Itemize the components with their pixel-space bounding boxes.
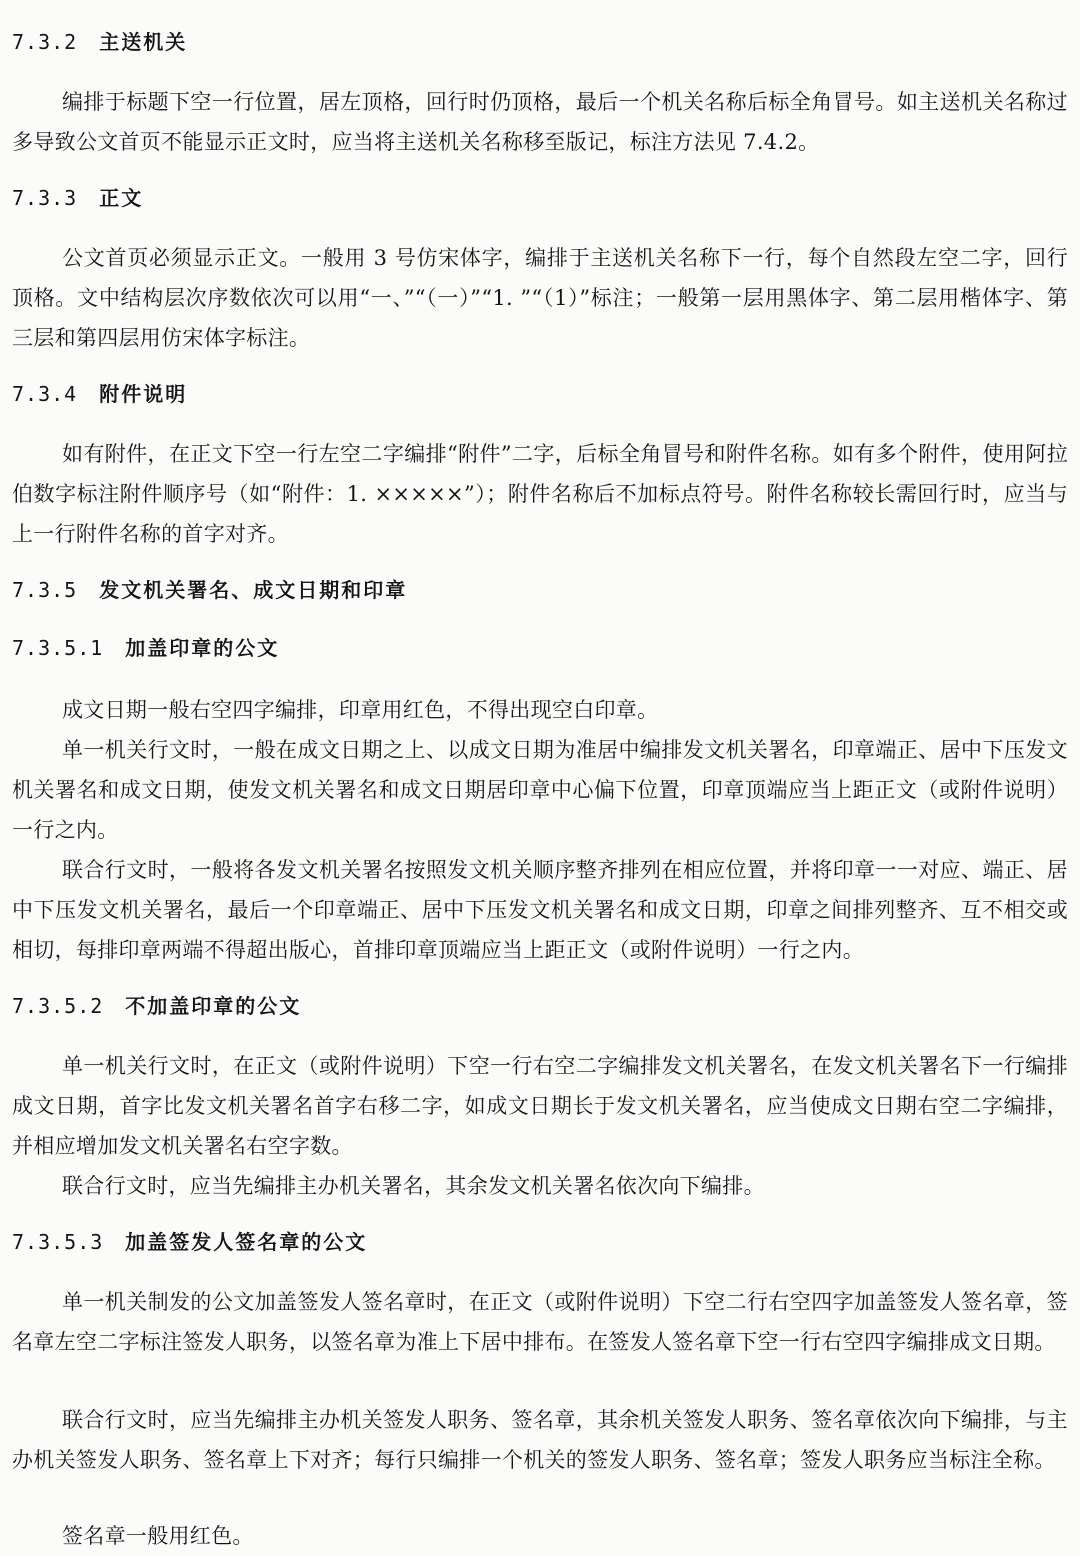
section-title: 附件说明 (99, 382, 188, 406)
section-title: 加盖签发人签名章的公文 (125, 1230, 368, 1254)
paragraph: 单一机关行文时，一般在成文日期之上、以成文日期为准居中编排发文机关署名，印章端正、居中下压发文机关署名和成文日期，使发文机关署名和成文日期居印章中心偏下位置，印章顶端应当上距正文（或附件说明）一行之内。 (12, 738, 1068, 842)
section-heading-7-3-2 (12, 28, 187, 56)
paragraph: 编排于标题下空一行位置，居左顶格，回行时仍顶格，最后一个机关名称后标全角冒号。如主送机关名称过多导致公文首页不能显示正文时，应当将主送机关名称移至版记，标注方法见 7.4.2。 (12, 90, 1068, 154)
paragraph: 公文首页必须显示正文。一般用 3 号仿宋体字，编排于主送机关名称下一行，每个自然段左空二字，回行顶格。文中结构层次序数依次可以用“一、”“（一）”“1. ”“（1）”标注；一般第一层用黑体字、第二层用楷体字、第三层和第四层用仿宋体字标注。 (12, 246, 1068, 350)
section-heading-7-3-5-2 (12, 992, 301, 1020)
section-number: 7.3.5.2 (12, 994, 104, 1018)
section-heading-7-3-3 (12, 184, 143, 212)
paragraph: 成文日期一般右空四字编排，印章用红色，不得出现空白印章。 (62, 698, 659, 722)
section-number: 7.3.3 (12, 186, 78, 210)
section-heading-7-3-4 (12, 380, 187, 408)
section-number: 7.3.5.1 (12, 636, 104, 660)
section-heading-7-3-5-1 (12, 634, 279, 662)
paragraph: 签名章一般用红色。 (62, 1524, 254, 1548)
paragraph: 联合行文时，应当先编排主办机关署名，其余发文机关署名依次向下编排。 (62, 1174, 765, 1198)
paragraph: 联合行文时，一般将各发文机关署名按照发文机关顺序整齐排列在相应位置，并将印章一一对应、端正、居中下压发文机关署名，最后一个印章端正、居中下压发文机关署名和成文日期，印章之间排列整齐、互不相交或相切，每排印章两端不得超出版心，首排印章顶端应当上距正文（或附件说明）一行之内。 (12, 858, 1068, 962)
section-number: 7.3.4 (12, 382, 78, 406)
section-title: 主送机关 (99, 30, 188, 54)
section-title: 加盖印章的公文 (125, 636, 280, 660)
section-heading-7-3-5-3 (12, 1228, 367, 1256)
section-number: 7.3.2 (12, 30, 78, 54)
paragraph: 联合行文时，应当先编排主办机关签发人职务、签名章，其余机关签发人职务、签名章依次向下编排，与主办机关签发人职务、签名章上下对齐；每行只编排一个机关的签发人职务、签名章；签发人职务应当标注全称。 (12, 1408, 1068, 1472)
paragraph: 单一机关行文时，在正文（或附件说明）下空一行右空二字编排发文机关署名，在发文机关署名下一行编排成文日期，首字比发文机关署名首字右移二字，如成文日期长于发文机关署名，应当使成文日期右空二字编排，并相应增加发文机关署名右空字数。 (12, 1054, 1068, 1158)
section-title: 不加盖印章的公文 (125, 994, 302, 1018)
paragraph: 如有附件，在正文下空一行左空二字编排“附件”二字，后标全角冒号和附件名称。如有多个附件，使用阿拉伯数字标注附件顺序号（如“附件：1. ×××××”）；附件名称后不加标点符号。附件名称较长需回行时，应当与上一行附件名称的首字对齐。 (12, 442, 1068, 546)
section-title: 发文机关署名、成文日期和印章 (99, 578, 408, 602)
section-heading-7-3-5 (12, 576, 407, 604)
section-number: 7.3.5.3 (12, 1230, 104, 1254)
paragraph: 单一机关制发的公文加盖签发人签名章时，在正文（或附件说明）下空二行右空四字加盖签发人签名章，签名章左空二字标注签发人职务，以签名章为准上下居中排布。在签发人签名章下空一行右空四字编排成文日期。 (12, 1290, 1068, 1354)
section-number: 7.3.5 (12, 578, 78, 602)
section-title: 正文 (99, 186, 144, 210)
